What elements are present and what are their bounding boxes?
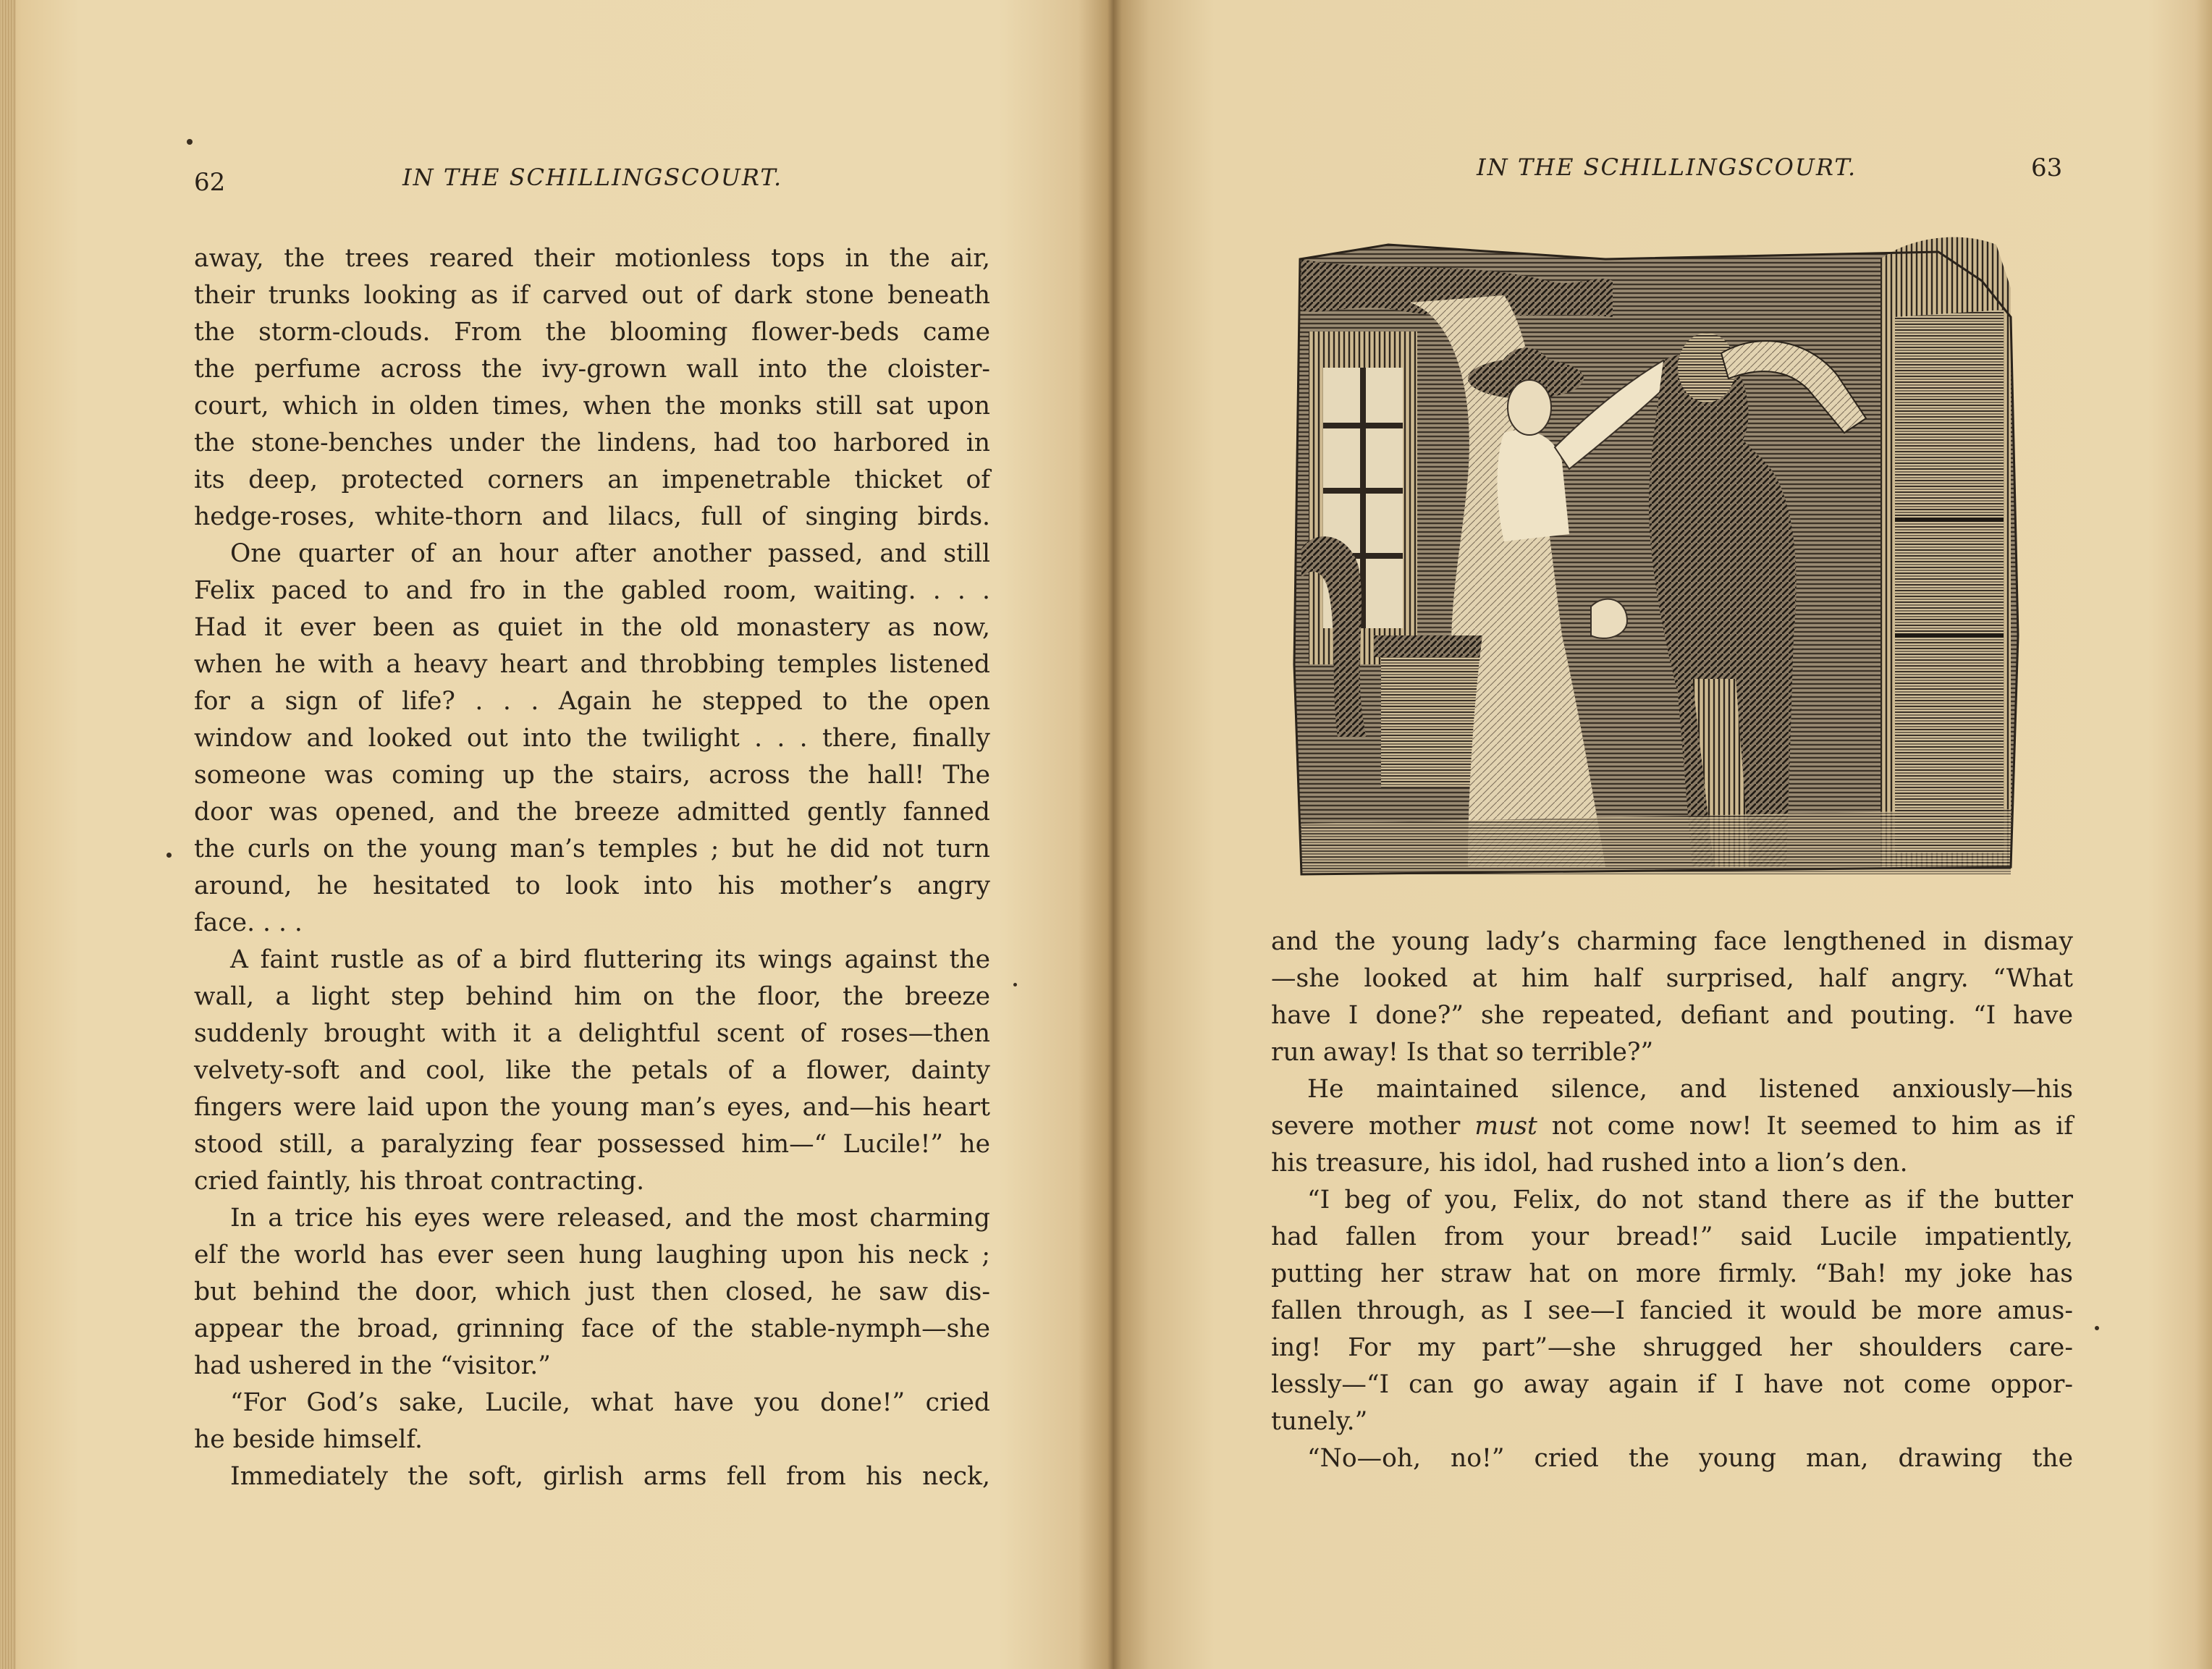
text-line: lessly—“I can go away again if I have not come oppor- [1271,1370,2073,1399]
text-line: elf the world has ever seen hung laughing upon his neck ; [194,1241,990,1269]
text-line: door was opened, and the breeze admitted gently fanned [194,798,990,827]
text-line: away, the trees reared their motionless tops in the air, [194,244,990,273]
text-line: his treasure, his idol, had rushed into a lion’s den. [1271,1149,1908,1178]
text-line: One quarter of an hour after another passed, and still [230,539,990,568]
right-page-text [1271,924,2073,1477]
text-line: He maintained silence, and listened anxiously—his [1307,1075,2073,1104]
text-line: the storm-clouds. From the blooming flower-beds came [194,318,990,347]
ink-speck [166,853,172,858]
right-page-number: 63 [2031,153,2063,182]
text-line: stood still, a paralyzing fear possessed him—“ Lucile!” he [194,1130,990,1159]
text-line: for a sign of life? . . . Again he stepped to the open [194,687,990,716]
text-line: In a trice his eyes were released, and the most charming [230,1204,990,1233]
ink-speck [1013,983,1017,986]
text-line: ing! For my part”—she shrugged her shoulders care- [1271,1333,2073,1362]
text-line: velvety-soft and cool, like the petals of a flower, dainty [194,1056,990,1085]
text-line: had fallen from your bread!” said Lucile impatiently, [1271,1222,2073,1251]
text-line: the stone-benches under the lindens, had too harbored in [194,428,990,457]
text-line: Felix paced to and fro in the gabled room, waiting. . . . [194,576,990,605]
text-line: when he with a heavy heart and throbbing temples listened [194,650,990,679]
left-running-head: IN THE SCHILLINGSCOURT. [402,164,783,191]
left-page-text [194,240,990,1495]
text-line: tunely.” [1271,1407,1368,1436]
engraving-illustration [1287,230,2067,887]
text-line: had ushered in the “visitor.” [194,1351,551,1380]
text-line: fallen through, as I see—I fancied it would be more amus- [1271,1296,2073,1325]
text-line: Immediately the soft, girlish arms fell from his neck, [230,1462,990,1491]
text-line: suddenly brought with it a delightful scent of roses—then [194,1019,990,1048]
text-line: its deep, protected corners an impenetrable thicket of [194,465,990,494]
text-line: “For God’s sake, Lucile, what have you done!” cried [230,1388,990,1417]
text-line: face. . . . [194,908,303,937]
text-line: cried faintly, his throat contracting. [194,1167,645,1196]
left-page-number: 62 [194,168,226,197]
text-line: fingers were laid upon the young man’s eyes, and—his heart [194,1093,990,1122]
text-line: A faint rustle as of a bird fluttering its wings against the [230,945,990,974]
text-line: severe mother must not come now! It seemed to him as if [1271,1112,2073,1141]
page-edges [0,0,16,1669]
text-line: appear the broad, grinning face of the stable-nymph—she [194,1314,990,1343]
text-line: the perfume across the ivy-grown wall into the cloister- [194,355,990,384]
emphasis: must [1474,1112,1537,1141]
text-line: —she looked at him half surprised, half angry. “What [1271,964,2073,993]
text-line: but behind the door, which just then closed, he saw dis- [194,1277,990,1306]
text-line: hedge-roses, white-thorn and lilacs, full of singing birds. [194,502,990,531]
text-line: wall, a light step behind him on the floor, the breeze [194,982,990,1011]
text-line: have I done?” she repeated, defiant and pouting. “I have [1271,1001,2073,1030]
text-line: Had it ever been as quiet in the old monastery as now, [194,613,990,642]
right-running-head: IN THE SCHILLINGSCOURT. [1477,153,1857,181]
text-line: putting her straw hat on more firmly. “Bah! my joke has [1271,1259,2073,1288]
text-line: around, he hesitated to look into his mother’s angry [194,871,990,900]
text-line: he beside himself. [194,1425,423,1454]
text-line: court, which in olden times, when the monks still sat upon [194,392,990,421]
text-line: the curls on the young man’s temples ; but he did not turn [194,834,990,863]
text-line: window and looked out into the twilight . . . there, finally [194,724,990,753]
text-line: someone was coming up the stairs, across the hall! The [194,761,990,790]
ink-speck [187,139,193,145]
text-line: “I beg of you, Felix, do not stand there as if the butter [1307,1186,2073,1214]
engraving-lady-covering-mans-eyes-icon [1287,230,2067,887]
text-line: their trunks looking as if carved out of dark stone beneath [194,281,990,310]
text-line: run away! Is that so terrible?” [1271,1038,1654,1067]
text-line: “No—oh, no!” cried the young man, drawing the [1307,1444,2073,1473]
text-line: and the young lady’s charming face lengthened in dismay [1271,927,2073,956]
ink-speck [2095,1326,2099,1330]
